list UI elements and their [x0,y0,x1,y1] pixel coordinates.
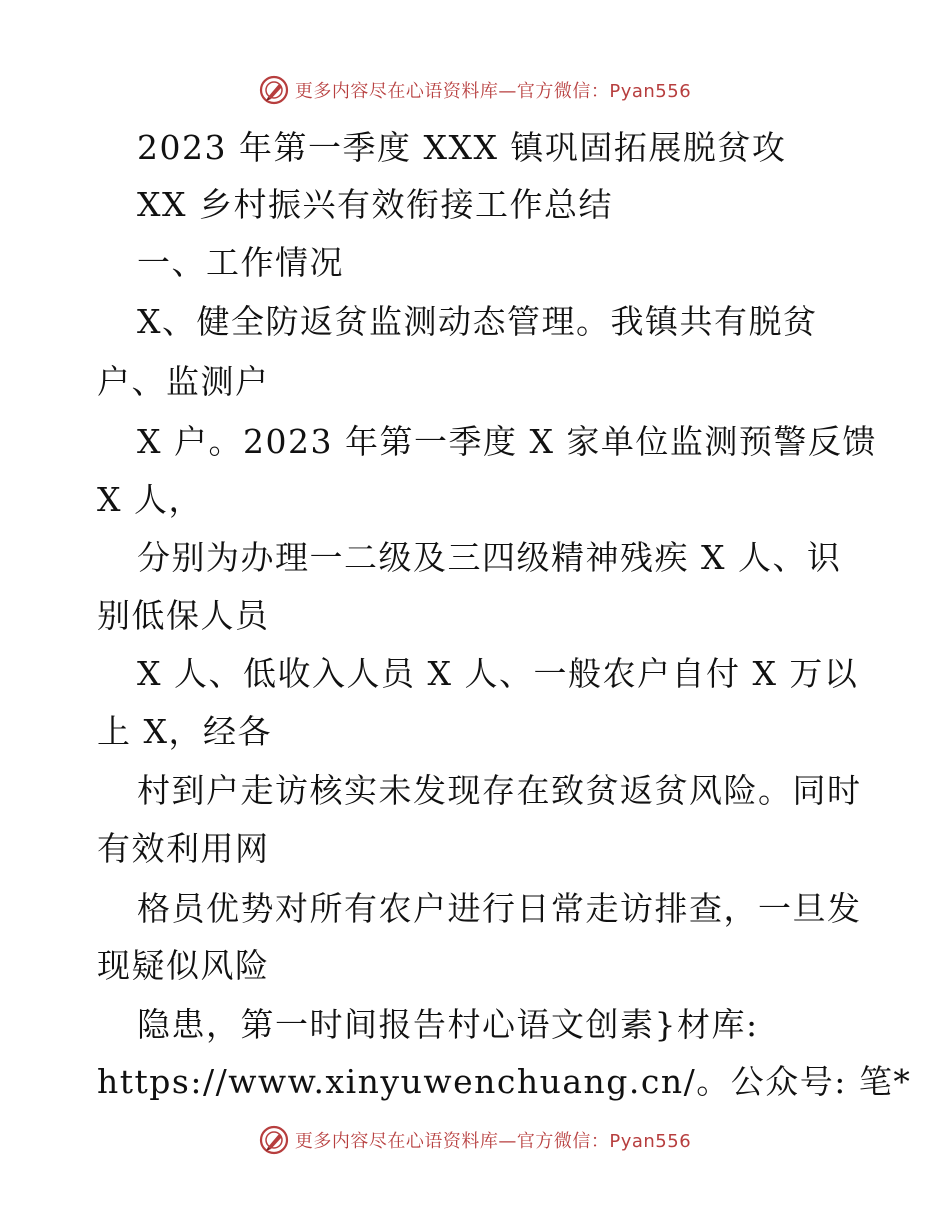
paragraph-line: 有效利用网 [97,829,270,868]
footer-watermark-banner [0,1120,950,1160]
paragraph-line: X、健全防返贫监测动态管理。我镇共有脱贫 [137,302,818,341]
title-line-1: 2023 年第一季度 XXX 镇巩固拓展脱贫攻 [137,128,787,167]
pen-logo-icon [259,1125,289,1155]
paragraph-line: 格员优势对所有农户进行日常走访排查，一旦发 [137,889,862,928]
paragraph-line: 隐患，第一时间报告村心语文创素}材库: [137,1005,759,1044]
paragraph-line: 村到户走访核实未发现存在致贫返贫风险。同时 [137,771,862,810]
header-watermark-text: 更多内容尽在心语资料库—官方微信：Pyan556 [294,81,692,102]
paragraph-line: 现疑似风险 [97,946,270,985]
paragraph-line: X 人、低收入人员 X 人、一般农户自付 X 万以 [137,654,859,693]
paragraph-line: X 人， [97,480,203,519]
paragraph-line: 别低保人员 [97,596,270,635]
paragraph-line: 上 X，经各 [97,712,272,751]
footer-watermark-text: 更多内容尽在心语资料库—官方微信：Pyan556 [294,1131,692,1152]
url-line: https://www.xinyuwenchuang.cn/。公众号: 笔* [97,1062,912,1101]
paragraph-line: 分别为办理一二级及三四级精神残疾 X 人、识 [137,538,842,577]
paragraph-line: 户、监测户 [97,362,270,401]
section-heading: 一、工作情况 [137,243,344,282]
paragraph-line: X 户。2023 年第一季度 X 家单位监测预警反馈 [137,422,877,461]
title-line-2: XX 乡村振兴有效衔接工作总结 [137,185,613,224]
